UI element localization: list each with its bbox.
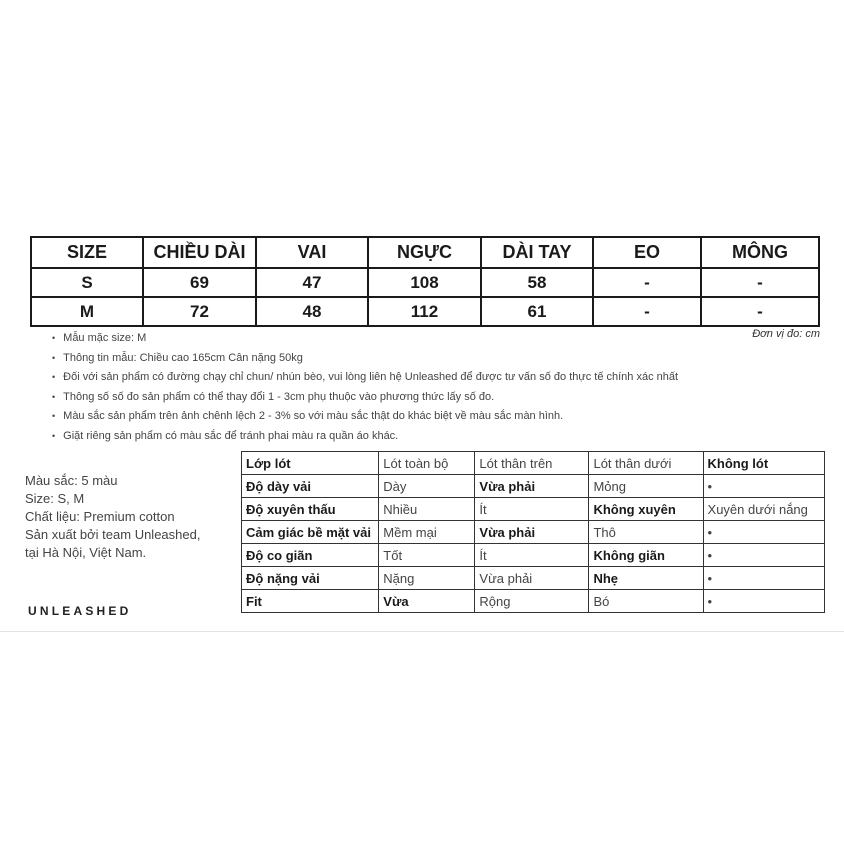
property-row: [242, 521, 825, 544]
property-option: Thô: [589, 521, 703, 544]
sleeve-header: DÀI TAY: [481, 237, 593, 268]
chest-cell: 112: [368, 297, 481, 326]
brand-logo: UNLEASHED: [28, 604, 132, 618]
size-row-s: [31, 268, 819, 297]
notes-list: [52, 329, 678, 447]
length-cell: 72: [143, 297, 256, 326]
hip-header: MÔNG: [701, 237, 819, 268]
fabric-properties-table: [241, 451, 825, 613]
sleeve-cell: 58: [481, 268, 593, 297]
shoulder-cell: 47: [256, 268, 368, 297]
property-option: Tốt: [379, 544, 475, 567]
property-label: Cảm giác bề mặt vải: [242, 521, 379, 544]
property-option: Không giãn: [589, 544, 703, 567]
note-item: • Thông tin mẫu: Chiều cao 165cm Cân nặng 50kg: [52, 349, 678, 369]
property-row: [242, 475, 825, 498]
property-option: Dày: [379, 475, 475, 498]
size-cell: M: [31, 297, 143, 326]
size-row-m: [31, 297, 819, 326]
size-header: SIZE: [31, 237, 143, 268]
property-row: [242, 498, 825, 521]
property-option: Nhiều: [379, 498, 475, 521]
waist-header: EO: [593, 237, 701, 268]
note-item: • Đối với sản phẩm có đường chạy chỉ chun/ nhún bèo, vui lòng liên hệ Unleashed để được tư vấn số đo thực tế chính xác nhất: [52, 368, 678, 388]
product-material: Chất liệu: Premium cotton: [25, 509, 175, 524]
note-item: • Giặt riêng sản phẩm có màu sắc để tránh phai màu ra quần áo khác.: [52, 427, 678, 447]
property-option: Nặng: [379, 567, 475, 590]
property-option: Vừa phải: [475, 521, 589, 544]
length-header: CHIỀU DÀI: [143, 237, 256, 268]
size-chart-table: [30, 236, 820, 327]
sleeve-cell: 61: [481, 297, 593, 326]
shoulder-header: VAI: [256, 237, 368, 268]
property-option: Vừa phải: [475, 475, 589, 498]
property-option: Lót thân trên: [475, 452, 589, 475]
property-option: Vừa phải: [475, 567, 589, 590]
size-cell: S: [31, 268, 143, 297]
property-row: [242, 544, 825, 567]
property-option: Ít: [475, 544, 589, 567]
chest-cell: 108: [368, 268, 481, 297]
hip-cell: -: [701, 268, 819, 297]
property-row: [242, 590, 825, 613]
property-label: Độ co giãn: [242, 544, 379, 567]
property-option: Lót thân dưới: [589, 452, 703, 475]
property-option: Bó: [589, 590, 703, 613]
note-item: • Mẫu mặc size: M: [52, 329, 678, 349]
product-location: tại Hà Nội, Việt Nam.: [25, 545, 147, 560]
property-option: Ít: [475, 498, 589, 521]
property-option: Mỏng: [589, 475, 703, 498]
property-option: Không lót: [703, 452, 824, 475]
property-option: Mềm mại: [379, 521, 475, 544]
bottom-divider: [0, 631, 844, 632]
property-option: Rộng: [475, 590, 589, 613]
property-option: •: [703, 567, 824, 590]
property-option: •: [703, 521, 824, 544]
property-option: •: [703, 544, 824, 567]
size-chart-header-row: [31, 237, 819, 268]
length-cell: 69: [143, 268, 256, 297]
property-label: Fit: [242, 590, 379, 613]
property-option: Xuyên dưới nắng: [703, 498, 824, 521]
property-option: Không xuyên: [589, 498, 703, 521]
product-made-by: Sản xuất bởi team Unleashed,: [25, 527, 201, 542]
property-option: Nhẹ: [589, 567, 703, 590]
property-row: [242, 567, 825, 590]
property-option: •: [703, 590, 824, 613]
product-color: Màu sắc: 5 màu: [25, 473, 118, 488]
property-option: Lót toàn bộ: [379, 452, 475, 475]
note-item: • Thông số số đo sản phẩm có thể thay đổi 1 - 3cm phụ thuộc vào phương thức lấy số đo.: [52, 388, 678, 408]
waist-cell: -: [593, 297, 701, 326]
note-item: • Màu sắc sản phẩm trên ảnh chênh lệch 2 - 3% so với màu sắc thật do khác biệt về màu sắc màn hình.: [52, 407, 678, 427]
waist-cell: -: [593, 268, 701, 297]
shoulder-cell: 48: [256, 297, 368, 326]
product-size: Size: S, M: [25, 491, 85, 506]
property-label: Lớp lót: [242, 452, 379, 475]
unit-note: Đơn vị đo: cm: [752, 328, 820, 340]
product-info: [25, 472, 200, 562]
property-option: Vừa: [379, 590, 475, 613]
property-label: Độ xuyên thấu: [242, 498, 379, 521]
property-row: [242, 452, 825, 475]
property-label: Độ nặng vải: [242, 567, 379, 590]
property-label: Độ dày vải: [242, 475, 379, 498]
property-option: •: [703, 475, 824, 498]
hip-cell: -: [701, 297, 819, 326]
chest-header: NGỰC: [368, 237, 481, 268]
